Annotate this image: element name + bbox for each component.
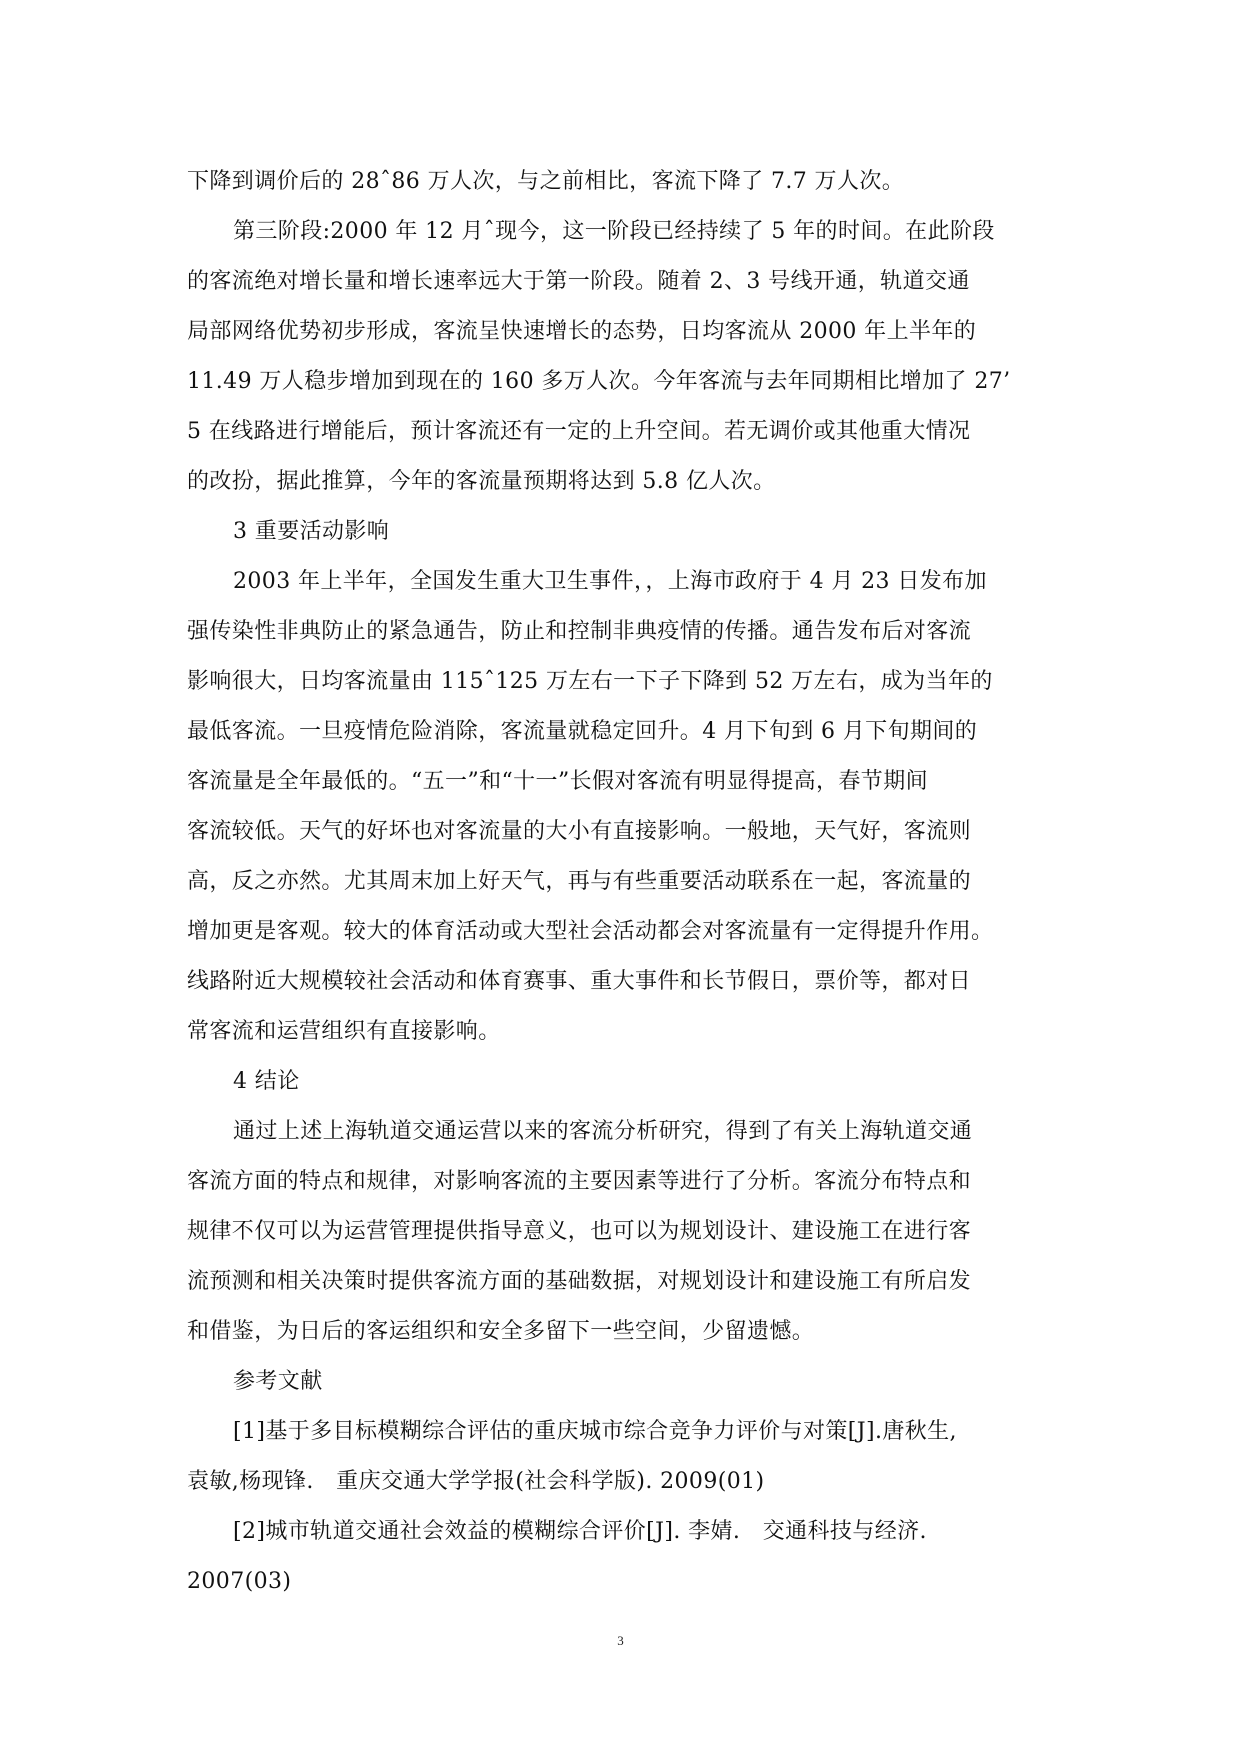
- text-line: 线路附近大规模较社会活动和体育赛事、重大事件和长节假日，票价等，都对日: [187, 969, 972, 994]
- reference-item: 袁敏,杨现锋. 重庆交通大学学报(社会科学版). 2009(01): [187, 1469, 765, 1494]
- text-line: 客流量是全年最低的。“五一”和“十一”长假对客流有明显得提高，春节期间: [187, 769, 928, 794]
- reference-item: [1]基于多目标模糊综合评估的重庆城市综合竞争力评价与对策[J].唐秋生,: [233, 1419, 957, 1444]
- text-line: 的改扮，据此推算，今年的客流量预期将达到 5.8 亿人次。: [187, 469, 776, 494]
- text-line: 最低客流。一旦疫情危险消除，客流量就稳定回升。4 月下旬到 6 月下旬期间的: [187, 719, 978, 744]
- text-line: 和借鉴，为日后的客运组织和安全多留下一些空间，少留遗憾。: [187, 1319, 815, 1344]
- text-line: 高，反之亦然。尤其周末加上好天气，再与有些重要活动联系在一起，客流量的: [187, 869, 972, 894]
- text-line: 客流方面的特点和规律，对影响客流的主要因素等进行了分析。客流分布特点和: [187, 1169, 972, 1194]
- page-number: 3: [617, 1633, 624, 1648]
- text-line: 2003 年上半年，全国发生重大卫生事件，，上海市政府于 4 月 23 日发布加: [233, 569, 987, 594]
- reference-item: [2]城市轨道交通社会效益的模糊综合评价[J]. 李婧. 交通科技与经济.: [233, 1519, 927, 1544]
- references-heading: 参考文献: [233, 1369, 323, 1394]
- text-line: 强传染性非典防止的紧急通告，防止和控制非典疫情的传播。通告发布后对客流: [187, 619, 972, 644]
- text-line: 11.49 万人稳步增加到现在的 160 多万人次。今年客流与去年同期相比增加了 27’: [187, 369, 1011, 394]
- text-line: 5 在线路进行增能后，预计客流还有一定的上升空间。若无调价或其他重大情况: [187, 419, 971, 444]
- text-line: 规律不仅可以为运营管理提供指导意义，也可以为规划设计、建设施工在进行客: [187, 1219, 972, 1244]
- body-text: [187, 157, 1063, 1607]
- text-line: 第三阶段:2000 年 12 月ˆ现今，这一阶段已经持续了 5 年的时间。在此阶段: [233, 219, 995, 244]
- text-line: 下降到调价后的 28ˆ86 万人次，与之前相比，客流下降了 7.7 万人次。: [187, 169, 905, 194]
- reference-item: 2007(03): [187, 1569, 292, 1594]
- text-line: 客流较低。天气的好坏也对客流量的大小有直接影响。一般地，天气好，客流则: [187, 819, 972, 844]
- text-line: 流预测和相关决策时提供客流方面的基础数据，对规划设计和建设施工有所启发: [187, 1269, 972, 1294]
- text-line: 通过上述上海轨道交通运营以来的客流分析研究，得到了有关上海轨道交通: [233, 1119, 973, 1144]
- section-heading: 4 结论: [233, 1069, 300, 1094]
- text-line: 局部网络优势初步形成，客流呈快速增长的态势，日均客流从 2000 年上半年的: [187, 319, 977, 344]
- text-line: 影响很大，日均客流量由 115ˆ125 万左右一下子下降到 52 万左右，成为当年的: [187, 669, 993, 694]
- section-heading: 3 重要活动影响: [233, 519, 390, 544]
- text-line: 增加更是客观。较大的体育活动或大型社会活动都会对客流量有一定得提升作用。: [187, 919, 994, 944]
- text-line: 常客流和运营组织有直接影响。: [187, 1019, 501, 1044]
- text-line: 的客流绝对增长量和增长速率远大于第一阶段。随着 2、3 号线开通，轨道交通: [187, 269, 970, 294]
